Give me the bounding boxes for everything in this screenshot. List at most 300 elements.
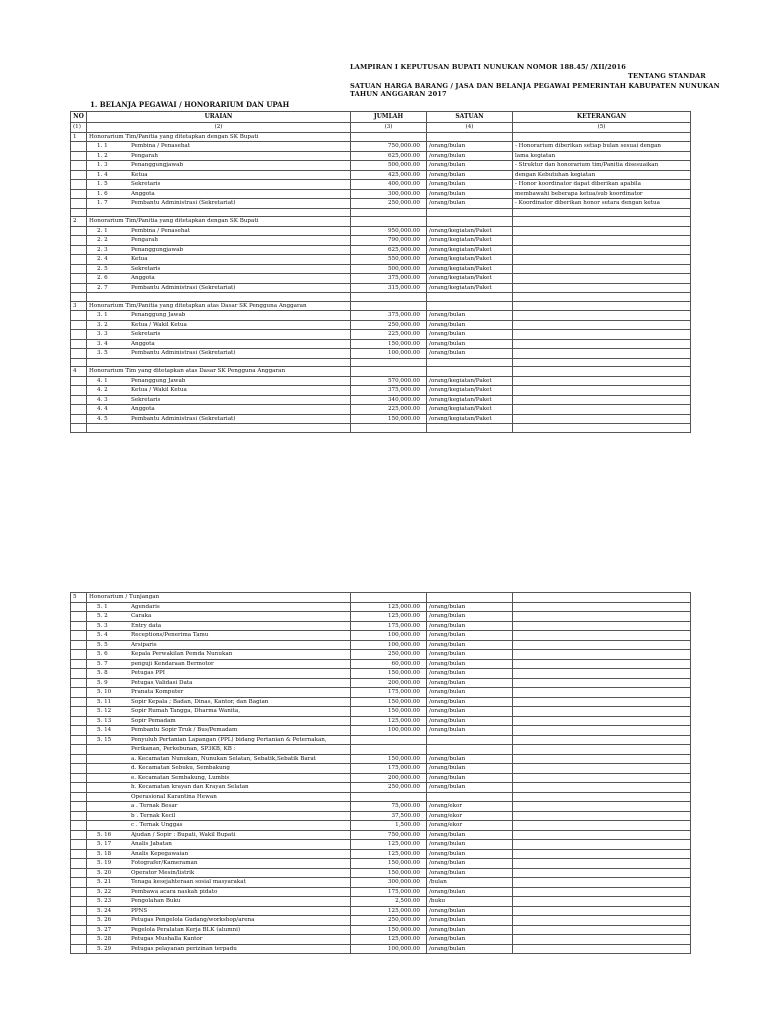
item-keterangan [513, 811, 691, 821]
table-row [71, 726, 691, 736]
honorarium-table-part2 [70, 592, 691, 954]
item-keterangan [513, 783, 691, 793]
item-keterangan [513, 935, 691, 945]
item-satuan: /orang/bulan [427, 180, 513, 190]
item-uraian [87, 283, 351, 293]
item-code: 5. 14 [97, 727, 112, 733]
item-jumlah: 250,000.00 [351, 320, 427, 330]
item-keterangan [513, 245, 691, 255]
item-code: 5. 9 [97, 679, 108, 686]
empty-cell [71, 330, 87, 340]
table-row [71, 151, 691, 161]
item-satuan: /orang/kegiatan/Paket [427, 386, 513, 396]
table-row [71, 330, 691, 340]
item-name: Anggota [131, 406, 155, 412]
item-code: 2. 4 [97, 256, 108, 262]
item-satuan: /orang/bulan [427, 650, 513, 660]
table-row [71, 142, 691, 152]
item-name: Operasional Karantina Hewan [131, 793, 217, 800]
item-name: Tenaga kesejahteraan sosial masyarakat [131, 879, 246, 885]
empty-cell [71, 716, 87, 726]
item-name: Kepala Perwakilan Pemda Nunukan [131, 651, 233, 657]
item-satuan: /orang/kegiatan/Paket [427, 255, 513, 265]
empty-cell [351, 424, 427, 433]
item-keterangan [513, 830, 691, 840]
item-code: 5. 10 [97, 689, 112, 695]
item-keterangan [513, 764, 691, 774]
empty-cell [71, 189, 87, 199]
empty-cell [71, 320, 87, 330]
item-code: 4. 1 [97, 377, 108, 384]
item-code: 2. 6 [97, 275, 108, 281]
item-name: Pembina / Penasehat [131, 143, 191, 149]
group-row [71, 301, 691, 311]
item-keterangan [513, 754, 691, 764]
empty-cell [351, 293, 427, 302]
empty-cell [513, 132, 691, 142]
item-jumlah: 300,000.00 [351, 878, 427, 888]
item-name: Sopir Pemadam [131, 717, 176, 724]
empty-cell [71, 376, 87, 386]
empty-cell [87, 424, 351, 433]
group-row [71, 132, 691, 142]
table-row [71, 925, 691, 935]
doc-header-line2: TENTANG STANDAR [628, 72, 706, 80]
item-name: Perikanan, Perkebunan, SP3KB, KB : [131, 746, 236, 752]
item-jumlah: 425,000.00 [351, 170, 427, 180]
item-uraian [87, 199, 351, 209]
item-jumlah: 150,000.00 [351, 414, 427, 424]
item-satuan: /orang/bulan [427, 170, 513, 180]
item-jumlah: 250,000.00 [351, 916, 427, 926]
item-jumlah: 150,000.00 [351, 697, 427, 707]
item-name: Pembantu Administrasi (Sekretariat) [131, 350, 236, 356]
item-keterangan [513, 640, 691, 650]
item-uraian [87, 925, 351, 935]
table-row [71, 414, 691, 424]
table-row [71, 821, 691, 831]
item-name: d. Kecamatan Sebuku, Sembakung [131, 765, 230, 771]
item-uraian [87, 311, 351, 321]
item-name: Penanggung Jawab [131, 312, 186, 318]
item-satuan: /orang/bulan [427, 916, 513, 926]
empty-cell [351, 367, 427, 377]
item-jumlah: 2,500.00 [351, 897, 427, 907]
item-code: 4. 2 [97, 387, 108, 393]
item-uraian [87, 849, 351, 859]
item-keterangan [513, 697, 691, 707]
item-satuan: /orang/kegiatan/Paket [427, 405, 513, 415]
item-name: Ketua [131, 256, 148, 262]
item-name: Ketua / Wakil Ketua [131, 321, 187, 328]
empty-cell [71, 925, 87, 935]
group-title: Honorarium Tim/Panitia yang ditetapkan dengan SK Bupati [87, 217, 351, 227]
item-keterangan: - Struktur dan honorarium tim/Panitia disesuaikan [513, 161, 691, 171]
item-name: Anggota [131, 190, 155, 197]
item-jumlah: 250,000.00 [351, 650, 427, 660]
table-row [71, 236, 691, 246]
item-satuan: /orang/bulan [427, 764, 513, 774]
item-code: 5. 16 [97, 831, 112, 838]
item-satuan: /orang/bulan [427, 339, 513, 349]
item-code: 5. 24 [97, 907, 112, 914]
item-code: 4. 4 [97, 406, 108, 412]
empty-cell [71, 349, 87, 359]
table-row [71, 170, 691, 180]
item-uraian [87, 897, 351, 907]
empty-cell [71, 283, 87, 293]
item-uraian [87, 602, 351, 612]
empty-cell [71, 688, 87, 698]
group-title: Honorarium Tim/Panitia yang ditetapkan dengan SK Bupati [87, 132, 351, 142]
item-uraian [87, 320, 351, 330]
table-row [71, 386, 691, 396]
item-name: Operator Mesin/listrik [131, 869, 195, 876]
item-uraian [87, 170, 351, 180]
table-row [71, 878, 691, 888]
empty-cell [71, 659, 87, 669]
item-code: 3. 1 [97, 312, 108, 318]
item-code: 5. 8 [97, 670, 108, 676]
item-uraian [87, 161, 351, 171]
item-satuan: /orang/ekor [427, 821, 513, 831]
item-uraian [87, 887, 351, 897]
item-keterangan [513, 726, 691, 736]
item-jumlah: 250,000.00 [351, 199, 427, 209]
item-jumlah: 750,000.00 [351, 830, 427, 840]
empty-cell [427, 208, 513, 217]
spacer-row [71, 358, 691, 367]
empty-cell [71, 745, 87, 755]
col-header-no: NO [71, 112, 87, 123]
item-name: Penyuluh Pertanian Lapangan (PPL) bidang Pertanian & Peternakan, [131, 736, 327, 743]
spacer-row [71, 208, 691, 217]
col-header-uraian: URAIAN [87, 112, 351, 123]
empty-cell [71, 669, 87, 679]
item-uraian [87, 386, 351, 396]
table-row [71, 640, 691, 650]
empty-cell [513, 593, 691, 603]
empty-cell [513, 301, 691, 311]
item-code: 5. 7 [97, 660, 108, 667]
item-name: Caraka [131, 613, 152, 619]
empty-cell [513, 424, 691, 433]
table-row [71, 311, 691, 321]
item-keterangan [513, 386, 691, 396]
empty-cell [71, 142, 87, 152]
item-name: Penanggung Jawab [131, 377, 186, 384]
item-satuan: /orang/bulan [427, 669, 513, 679]
item-jumlah: 225,000.00 [351, 330, 427, 340]
item-uraian [87, 811, 351, 821]
item-jumlah [351, 745, 427, 755]
item-name: Agendaris [131, 603, 160, 610]
item-jumlah: 150,000.00 [351, 707, 427, 717]
item-uraian [87, 783, 351, 793]
table-row [71, 735, 691, 745]
item-satuan: /orang/bulan [427, 612, 513, 622]
item-jumlah: 75,000.00 [351, 802, 427, 812]
item-keterangan [513, 226, 691, 236]
empty-cell [87, 208, 351, 217]
empty-cell [71, 180, 87, 190]
item-keterangan: membawahi beberapa ketua/sub koordinator [513, 189, 691, 199]
item-uraian [87, 906, 351, 916]
item-jumlah: 625,000.00 [351, 151, 427, 161]
item-code: 5. 5 [97, 641, 108, 648]
table-row [71, 707, 691, 717]
empty-cell [71, 935, 87, 945]
empty-cell [71, 735, 87, 745]
item-name: Arsiparis [131, 641, 157, 648]
item-jumlah: 100,000.00 [351, 640, 427, 650]
group-title: Honorarium Tim yang ditetapkan atas Dasar SK Pengguna Anggaran [87, 367, 351, 377]
item-name: Analis Jabatan [131, 841, 172, 847]
table-row [71, 376, 691, 386]
item-keterangan: - Koordinator diberikan honor setara dengan ketua [513, 199, 691, 209]
item-satuan: /orang/bulan [427, 773, 513, 783]
item-keterangan: lama kegiatan [513, 151, 691, 161]
empty-cell [71, 631, 87, 641]
item-name: Sopir Rumah Tangga, Dharma Wanita, [131, 708, 241, 714]
item-code: 5. 28 [97, 936, 112, 942]
item-name: Petugas PPI [131, 670, 165, 676]
item-satuan: /orang/kegiatan/Paket [427, 236, 513, 246]
item-jumlah [351, 792, 427, 802]
table-row [71, 859, 691, 869]
item-code: 1. 1 [97, 143, 108, 149]
empty-cell [351, 217, 427, 227]
doc-header-line4: TAHUN ANGGARAN 2017 [350, 90, 447, 98]
item-name: Fotografer/Kameraman [131, 860, 198, 866]
empty-cell [351, 132, 427, 142]
item-satuan: /orang/bulan [427, 161, 513, 171]
item-satuan: /orang/bulan [427, 631, 513, 641]
item-code: 5. 27 [97, 926, 112, 933]
item-keterangan [513, 887, 691, 897]
item-jumlah: 150,000.00 [351, 859, 427, 869]
empty-cell [71, 697, 87, 707]
item-satuan: /orang/bulan [427, 640, 513, 650]
item-satuan: /orang/ekor [427, 802, 513, 812]
empty-cell [71, 386, 87, 396]
table-row [71, 906, 691, 916]
group-number: 2 [71, 217, 87, 227]
item-keterangan [513, 311, 691, 321]
item-satuan: /orang/kegiatan/Paket [427, 274, 513, 284]
item-satuan: /orang/bulan [427, 311, 513, 321]
empty-cell [427, 293, 513, 302]
table-row [71, 811, 691, 821]
item-jumlah: 125,000.00 [351, 935, 427, 945]
spacer-row [71, 424, 691, 433]
spacer-row [71, 293, 691, 302]
empty-cell [71, 878, 87, 888]
item-keterangan [513, 395, 691, 405]
empty-cell [71, 208, 87, 217]
item-satuan: /orang/bulan [427, 726, 513, 736]
item-code: 1. 7 [97, 200, 108, 206]
group-row [71, 367, 691, 377]
group-title: Honorarium Tim/Panitia yang ditetapkan atas Dasar SK Pengguna Anggaran [87, 301, 351, 311]
empty-cell [71, 707, 87, 717]
empty-cell [71, 897, 87, 907]
table-header-row [71, 112, 691, 123]
empty-cell [71, 830, 87, 840]
table-row [71, 716, 691, 726]
empty-cell [71, 414, 87, 424]
item-jumlah: 37,500.00 [351, 811, 427, 821]
empty-cell [71, 245, 87, 255]
item-code: 5. 15 [97, 736, 112, 743]
item-satuan: /orang/bulan [427, 859, 513, 869]
item-satuan: /orang/bulan [427, 142, 513, 152]
empty-cell [71, 849, 87, 859]
table-row [71, 602, 691, 612]
table-row [71, 320, 691, 330]
item-keterangan [513, 745, 691, 755]
empty-cell [351, 358, 427, 367]
item-satuan: /orang/bulan [427, 330, 513, 340]
item-keterangan [513, 236, 691, 246]
item-uraian [87, 678, 351, 688]
item-uraian [87, 264, 351, 274]
item-keterangan [513, 669, 691, 679]
table-row [71, 745, 691, 755]
empty-cell [513, 358, 691, 367]
item-satuan: /orang/bulan [427, 697, 513, 707]
item-satuan: /orang/ekor [427, 811, 513, 821]
empty-cell [427, 358, 513, 367]
empty-cell [71, 602, 87, 612]
empty-cell [71, 264, 87, 274]
empty-cell [71, 151, 87, 161]
table-row [71, 405, 691, 415]
col-num-jumlah: (3) [351, 123, 427, 133]
empty-cell [71, 170, 87, 180]
item-uraian [87, 792, 351, 802]
empty-cell [71, 640, 87, 650]
table-row [71, 849, 691, 859]
item-jumlah: 175,000.00 [351, 688, 427, 698]
item-jumlah: 175,000.00 [351, 621, 427, 631]
item-jumlah: 750,000.00 [351, 142, 427, 152]
item-code: 5. 22 [97, 888, 112, 895]
table-row [71, 180, 691, 190]
item-name: Pegelola Peralatan Kerja BLK (alumni) [131, 926, 241, 933]
table-row [71, 283, 691, 293]
item-satuan: /orang/kegiatan/Paket [427, 414, 513, 424]
empty-cell [71, 773, 87, 783]
item-code: 2. 7 [97, 284, 108, 291]
empty-cell [71, 358, 87, 367]
item-code: 4. 3 [97, 396, 108, 403]
item-name: Penanggungjawab [131, 162, 184, 168]
item-uraian [87, 151, 351, 161]
item-satuan: /orang/bulan [427, 925, 513, 935]
item-code: 5. 2 [97, 613, 108, 619]
item-jumlah: 400,000.00 [351, 180, 427, 190]
doc-header-line1: LAMPIRAN I KEPUTUSAN BUPATI NUNUKAN NOMOR 188.45/ /XII/2016 [350, 63, 626, 71]
empty-cell [71, 650, 87, 660]
item-satuan: /orang/bulan [427, 935, 513, 945]
item-name: Ajudan / Sopir : Bupati, Wakil Bupati [131, 831, 236, 838]
item-satuan: /orang/bulan [427, 887, 513, 897]
item-jumlah: 100,000.00 [351, 349, 427, 359]
col-header-keterangan: KETERANGAN [513, 112, 691, 123]
item-keterangan [513, 792, 691, 802]
table-row [71, 199, 691, 209]
item-keterangan [513, 255, 691, 265]
item-code: 2. 3 [97, 246, 108, 253]
item-jumlah: 125,000.00 [351, 840, 427, 850]
item-keterangan [513, 878, 691, 888]
item-code: 5. 18 [97, 850, 112, 857]
item-uraian [87, 688, 351, 698]
item-satuan: /orang/bulan [427, 151, 513, 161]
table-row [71, 697, 691, 707]
item-uraian [87, 773, 351, 783]
item-name: Pengarah [131, 152, 158, 159]
item-uraian [87, 944, 351, 954]
item-keterangan: - Honor koordinator dapat diberikan apabila [513, 180, 691, 190]
empty-cell [71, 783, 87, 793]
item-keterangan [513, 773, 691, 783]
honorarium-table-part1 [70, 111, 691, 433]
item-name: Pembina / Penasehat [131, 227, 191, 234]
empty-cell [71, 424, 87, 433]
item-keterangan [513, 631, 691, 641]
item-name: e. Kecamatan Sembakung, Lumbis [131, 774, 230, 781]
item-uraian [87, 631, 351, 641]
item-keterangan [513, 897, 691, 907]
empty-cell [71, 405, 87, 415]
item-satuan: /orang/bulan [427, 707, 513, 717]
group-row [71, 593, 691, 603]
item-name: Entry data [131, 622, 162, 629]
item-code: 3. 5 [97, 350, 108, 356]
item-keterangan [513, 678, 691, 688]
table-row [71, 669, 691, 679]
item-keterangan [513, 821, 691, 831]
table-row [71, 935, 691, 945]
item-code: 3. 4 [97, 340, 108, 347]
item-uraian [87, 935, 351, 945]
item-name: Sopir Kepala ; Badan, Dinas, Kantor, dan Bagian [131, 698, 269, 705]
table-row [71, 678, 691, 688]
item-keterangan [513, 716, 691, 726]
item-jumlah: 1,500.00 [351, 821, 427, 831]
empty-cell [71, 621, 87, 631]
group-row [71, 217, 691, 227]
item-jumlah: 200,000.00 [351, 678, 427, 688]
item-jumlah: 375,000.00 [351, 274, 427, 284]
item-jumlah: 500,000.00 [351, 161, 427, 171]
item-keterangan [513, 659, 691, 669]
empty-cell [351, 301, 427, 311]
item-keterangan [513, 283, 691, 293]
empty-cell [351, 593, 427, 603]
item-keterangan [513, 320, 691, 330]
item-uraian [87, 612, 351, 622]
item-satuan: /orang/bulan [427, 602, 513, 612]
item-satuan: /orang/kegiatan/Paket [427, 283, 513, 293]
item-code: 5. 17 [97, 841, 112, 847]
item-uraian [87, 640, 351, 650]
table-row [71, 688, 691, 698]
empty-cell [71, 226, 87, 236]
item-uraian [87, 754, 351, 764]
